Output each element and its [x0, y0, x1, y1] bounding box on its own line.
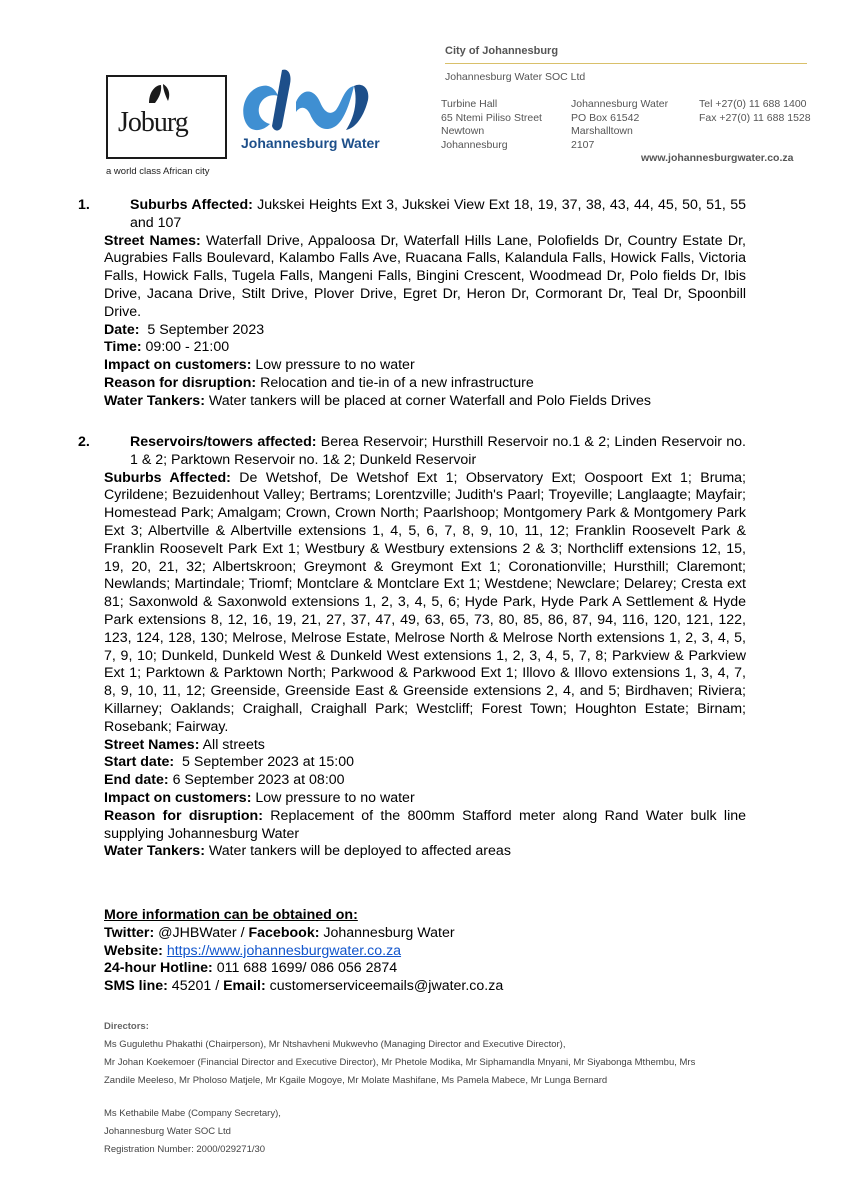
water-wave-icon [236, 62, 396, 134]
joburg-logo-text: Joburg [118, 107, 188, 138]
tankers-2 [104, 843, 746, 861]
impact-1 [104, 357, 746, 375]
company-secretary: Ms Kethabile Mabe (Company Secretary), [104, 1108, 281, 1119]
item-number: 2. [78, 434, 90, 450]
item-number: 1. [78, 197, 90, 213]
address-line: 65 Ntemi Piliso Street [441, 111, 542, 124]
address-line: Turbine Hall [441, 98, 498, 110]
time-1 [104, 339, 746, 357]
street-names-2 [104, 737, 746, 755]
social-line [104, 925, 746, 943]
label: Street Names: [104, 232, 201, 249]
sms-email-line [104, 978, 746, 996]
value: 5 September 2023 at 15:00 [174, 754, 355, 771]
label: Reason for disruption: [104, 374, 257, 391]
postal-address [571, 98, 668, 152]
label: End date: [104, 772, 169, 789]
more-information [104, 907, 746, 996]
value: Jukskei Heights Ext 3, Jukskei View Ext 18, 19, 37, 38, 43, 44, 45, 50, 51, 55 and 107 [130, 197, 746, 231]
directors-line: Zandile Meeleso, Mr Pholoso Matjele, Mr Kgaile Mogoye, Mr Molate Mashifane, Ms Pamela Mabece, Mr Lunga Bernard [104, 1075, 608, 1086]
value: Replacement of the 800mm Stafford meter along Rand Water bulk line supplying Johannesburg Water [104, 807, 747, 842]
address-line: 2107 [571, 138, 595, 151]
label: Water Tankers: [104, 392, 205, 409]
date-1 [104, 322, 746, 340]
directors-line: Ms Gugulethu Phakathi (Chairperson), Mr Ntshavheni Mukwevho (Managing Director and Executive Director), [104, 1039, 566, 1050]
label: Start date: [104, 754, 175, 771]
directors-label: Directors: [104, 1021, 149, 1032]
label: Reservoirs/towers affected: [130, 434, 317, 450]
value: Low pressure to no water [251, 789, 415, 806]
reason-2 [104, 808, 746, 844]
tankers-1 [104, 393, 746, 411]
label: Time: [104, 339, 142, 356]
label: 24-hour Hotline: [104, 960, 213, 977]
label: Facebook: [248, 924, 320, 941]
company-details [104, 1105, 281, 1159]
reservoirs-affected [78, 434, 747, 470]
fax: Fax +27(0) 11 688 1528 [699, 111, 811, 124]
label: SMS line: [104, 978, 168, 995]
value: 6 September 2023 at 08:00 [168, 772, 345, 789]
address-line: PO Box 61542 [571, 111, 640, 124]
contact-numbers [699, 98, 811, 125]
city-name: City of Johannesburg [445, 45, 559, 57]
sms-number: 45201 / [167, 978, 224, 995]
label: Email: [223, 978, 266, 995]
directors-list [104, 1036, 744, 1090]
physical-address [441, 98, 542, 152]
impact-2 [104, 790, 746, 808]
value: Relocation and tie-in of a new infrastructure [256, 374, 534, 391]
address-line: Newtown [441, 125, 485, 137]
label: Water Tankers: [104, 843, 205, 860]
label: Suburbs Affected: [130, 197, 253, 213]
header-website: www.johannesburgwater.co.za [641, 152, 794, 164]
value: Waterfall Drive, Appaloosa Dr, Waterfall Hills Lane, Polofields Dr, Country Estate Dr, Augrabies Falls Boulevard, Kalambo Falls Ave, Ruacana Falls, Kalandula Falls, Howick Falls, Victoria Falls, Howick Falls, Tugela Falls, Mangeni Falls, Bingini Crescent, Woodmead Dr, Polo fields Dr, Ibis Drive, Jacana Drive, Stilt Drive, Plover Drive, Egret Dr, Heron Dr, Cormorant Dr, Teal Dr, Spoonbill Drive. [104, 232, 746, 320]
suburbs-affected-2 [104, 470, 746, 737]
address-line: Johannesburg [441, 138, 508, 151]
street-names-1 [104, 233, 746, 322]
value: All streets [199, 736, 265, 753]
value: Water tankers will be deployed to affected areas [204, 843, 511, 860]
info-heading: More information can be obtained on: [104, 907, 358, 923]
address-line: Johannesburg Water [571, 98, 669, 110]
header-rule [445, 63, 807, 64]
label: Suburbs Affected: [104, 469, 231, 486]
tagline: a world class African city [106, 166, 210, 177]
suburbs-affected-1 [78, 197, 746, 233]
start-date [104, 754, 746, 772]
label: Website: [104, 942, 163, 959]
website-line [104, 943, 746, 961]
value: De Wetshof, De Wetshof Ext 1; Observatory Ext; Oospoort Ext 1; Bruma; Cyrildene; Bezuidenhout Valley; Bertrams; Lorentzville; Judith's Paarl; Troyeville; Langlaagte; Mayfair; Homestead Park; Amalgam; Crown, Crown North; Paarlshoop; Montgomery Park & Montgomery Park Ext 3; Albertville & Albertville extensions 1, 4, 5, 6, 7, 8, 9, 10, 11, 12; Franklin Roosevelt Park & Franklin Roosevelt Park Ext 1; Westbury & Westbury extensions 2 & 3; Northcliff extensions 12, 15, 19, 20, 21, 32; Albertskroon; Greymont & Greymont Ext 1; Coronationville; Hursthill; Claremont; Newlands; Martindale; Triomf; Montclare & Montclare Ext 1; Westdene; Newclare; Delarey; Cresta ext 81; Saxonwold & Saxonwold extensions 1, 2, 3, 4, 5, 6; Hyde Park, Hyde Park A Settlement & Hyde Park extensions 8, 12, 16, 19, 21, 27, 37, 47, 49, 63, 65, 73, 80, 85, 86, 87, 94, 116, 120, 121, 122, 123, 124, 128, 130; Melrose, Melrose Estate, Melrose North & Melrose North extensions 1, 2, 3, 4, 5, 7, 9, 10; Dunkeld, Dunkeld West & Dunkeld West extensions 1, 2, 3, 4, 5, 7, 8; Parkview & Parkview Ext 1; Parktown & Parktown North; Parkwood & Parkwood Ext 1; Illovo & Illovo extensions 1, 3, 4, 7, 8, 9, 10, 11, 12; Greenside, Greenside East & Greenside extensions 2, 4, and 5; Birdhaven; Riviera; Killarney; Oaklands; Craighall, Craighall Park; Westcliff; Forest Town; Houghton Estate; Birnam; Rosebank; Fairway. [104, 469, 746, 735]
section-2 [78, 434, 747, 861]
section-1 [78, 197, 746, 411]
hotline-line [104, 960, 746, 978]
facebook-page: Johannesburg Water [319, 924, 455, 941]
company-name: Johannesburg Water SOC Ltd [445, 71, 586, 83]
label: Reason for disruption: [104, 807, 263, 824]
label: Impact on customers: [104, 357, 252, 374]
label: Twitter: [104, 924, 155, 941]
reason-1 [104, 375, 746, 393]
label: Date: [104, 321, 140, 338]
value: 09:00 - 21:00 [141, 339, 230, 356]
value: Water tankers will be placed at corner Waterfall and Polo Fields Drives [204, 392, 651, 409]
label: Street Names: [104, 736, 200, 753]
telephone: Tel +27(0) 11 688 1400 [699, 98, 807, 110]
hotline-numbers: 011 688 1699/ 086 056 2874 [212, 960, 398, 977]
value: 5 September 2023 [139, 321, 265, 338]
label: Impact on customers: [104, 789, 252, 806]
johannesburg-water-name: Johannesburg Water [241, 135, 380, 151]
email-address: customerserviceemails@jwater.co.za [265, 978, 504, 995]
directors-line: Mr Johan Koekemoer (Financial Director and Executive Director), Mr Phetole Modika, Mr Siphamandla Mnyani, Mr Siyabonga Mthembu, Mrs [104, 1057, 696, 1068]
joburg-logo [106, 75, 227, 159]
address-line: Marshalltown [571, 125, 633, 137]
website-link[interactable]: https://www.johannesburgwater.co.za [166, 942, 402, 959]
twitter-handle: @JHBWater / [154, 924, 249, 941]
end-date [104, 772, 746, 790]
footer-company-name: Johannesburg Water SOC Ltd [104, 1126, 231, 1137]
registration-number: Registration Number: 2000/029271/30 [104, 1144, 266, 1155]
value: Low pressure to no water [251, 357, 415, 374]
value: Berea Reservoir; Hursthill Reservoir no.1 & 2; Linden Reservoir no. 1 & 2; Parktown Reservoir no. 1& 2; Dunkeld Reservoir [130, 434, 747, 468]
